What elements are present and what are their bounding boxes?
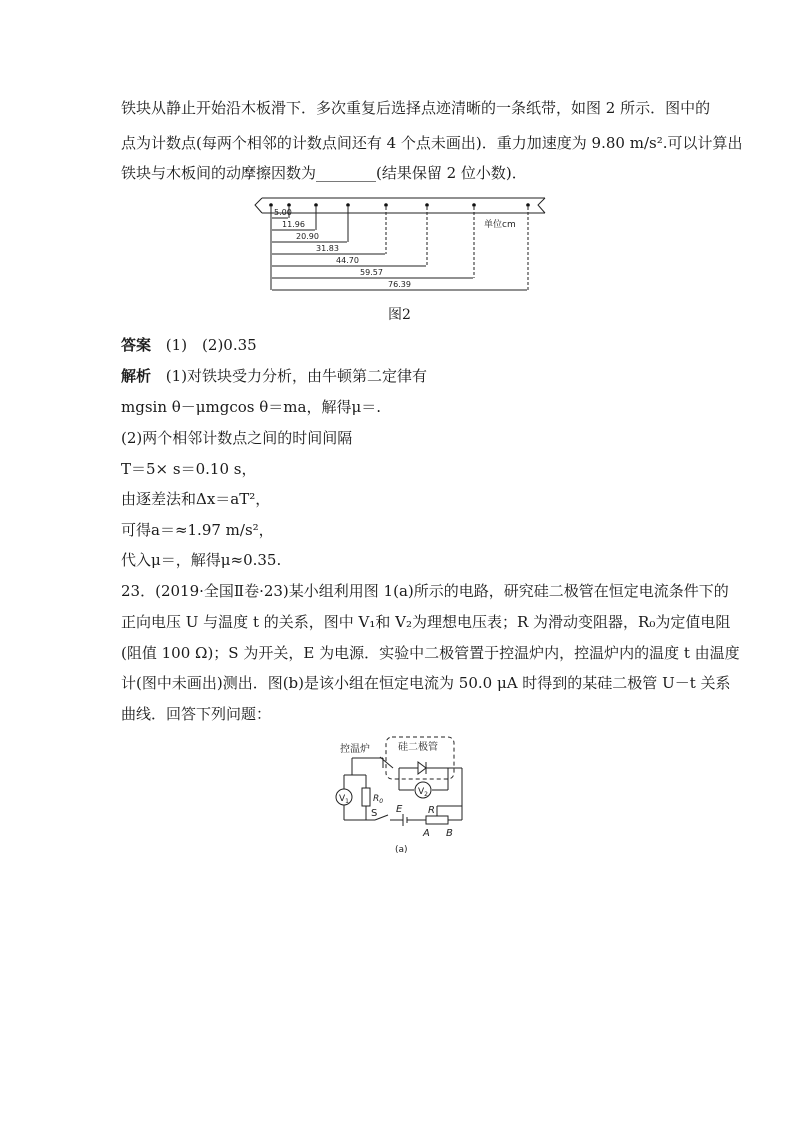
- measure-label-3: 20.90: [296, 232, 319, 241]
- problem23-line5: 曲线．回答下列问题：: [121, 705, 272, 723]
- analysis-line1: [121, 366, 427, 386]
- diode-label: 硅二极管: [398, 742, 438, 753]
- v2-label: $V_2$: [418, 787, 428, 798]
- analysis-line4: T＝5× s＝0.10 s，: [121, 460, 257, 478]
- problem22-line1: 铁块从静止开始沿木板滑下．多次重复后选择点迹清晰的一条纸带，如图 2 所示．图中的: [121, 99, 711, 117]
- measure-label-4: 31.83: [316, 244, 339, 253]
- measure-label-5: 44.70: [336, 256, 359, 265]
- tape-dot-6: [472, 203, 476, 207]
- resistor-r0: [362, 788, 370, 806]
- end-b-label: B: [446, 828, 453, 839]
- answer-label: 答案: [121, 336, 152, 354]
- figure2-caption: 图2: [388, 307, 411, 323]
- analysis-text1: (1)对铁块受力分析，由牛顿第二定律有: [165, 367, 428, 385]
- end-a-label: A: [423, 828, 430, 839]
- switch-label: S: [371, 808, 378, 819]
- v1-label: $V_1$: [339, 794, 349, 805]
- measure-label-6: 59.57: [360, 268, 383, 277]
- tape-dot-7: [526, 203, 530, 207]
- tape-dot-1: [287, 203, 291, 207]
- answer-text: (1) (2)0.35: [165, 336, 257, 354]
- tape-dot-2: [314, 203, 318, 207]
- analysis-label: 解析: [121, 367, 152, 385]
- problem22-line3: 铁块与木板间的动摩擦因数为________(结果保留 2 位小数)．: [121, 164, 527, 182]
- analysis-line2: mgsin θ－μmgcos θ＝ma，解得μ＝.: [121, 398, 381, 416]
- rheostat: [426, 816, 448, 824]
- problem23-line3: (阻值 100 Ω)；S 为开关，E 为电源．实验中二极管置于控温炉内，控温炉内的温度 t 由温度: [121, 644, 740, 662]
- rheostat-label: R: [428, 805, 435, 816]
- tape-dot-0: [269, 203, 273, 207]
- analysis-line3: (2)两个相邻计数点之间的时间间隔: [121, 429, 353, 447]
- analysis-line6: 可得a＝≈1.97 m/s²，: [121, 521, 274, 539]
- tape-dot-3: [346, 203, 350, 207]
- problem23-line2: 正向电压 U 与温度 t 的关系，图中 V₁和 V₂为理想电压表；R 为滑动变阻器，R₀为定值电阻: [121, 613, 731, 631]
- analysis-line5: 由逐差法和Δx＝aT²，: [121, 490, 271, 508]
- tape-dot-4: [384, 203, 388, 207]
- measure-label-1: 5.00: [274, 208, 292, 217]
- unit-label: 单位cm: [484, 220, 516, 230]
- diode-symbol: [418, 762, 426, 774]
- problem23-line1: 23．(2019·全国Ⅱ卷·23)某小组利用图 1(a)所示的电路，研究硅二极管在恒定电流条件下的: [121, 582, 729, 600]
- r0-label: $R_0$: [373, 794, 384, 805]
- circuit-caption: (a): [395, 845, 408, 855]
- circuit-diagram: [0, 730, 800, 860]
- furnace-label: 控温炉: [340, 744, 370, 755]
- measure-label-7: 76.39: [388, 280, 411, 289]
- measure-label-2: 11.96: [282, 220, 305, 229]
- paper-tape-figure: [0, 190, 800, 490]
- problem23-line4: 计(图中未画出)测出．图(b)是该小组在恒定电流为 50.0 μA 时得到的某硅二极管 U－t 关系: [121, 674, 731, 692]
- source-label: E: [396, 804, 403, 815]
- tape-dot-5: [425, 203, 429, 207]
- analysis-line7: 代入μ＝，解得μ≈0.35.: [121, 551, 282, 569]
- problem22-line2: 点为计数点(每两个相邻的计数点间还有 4 个点未画出)．重力加速度为 9.80 m/s².可以计算出: [121, 134, 743, 152]
- answer-line: [121, 335, 257, 355]
